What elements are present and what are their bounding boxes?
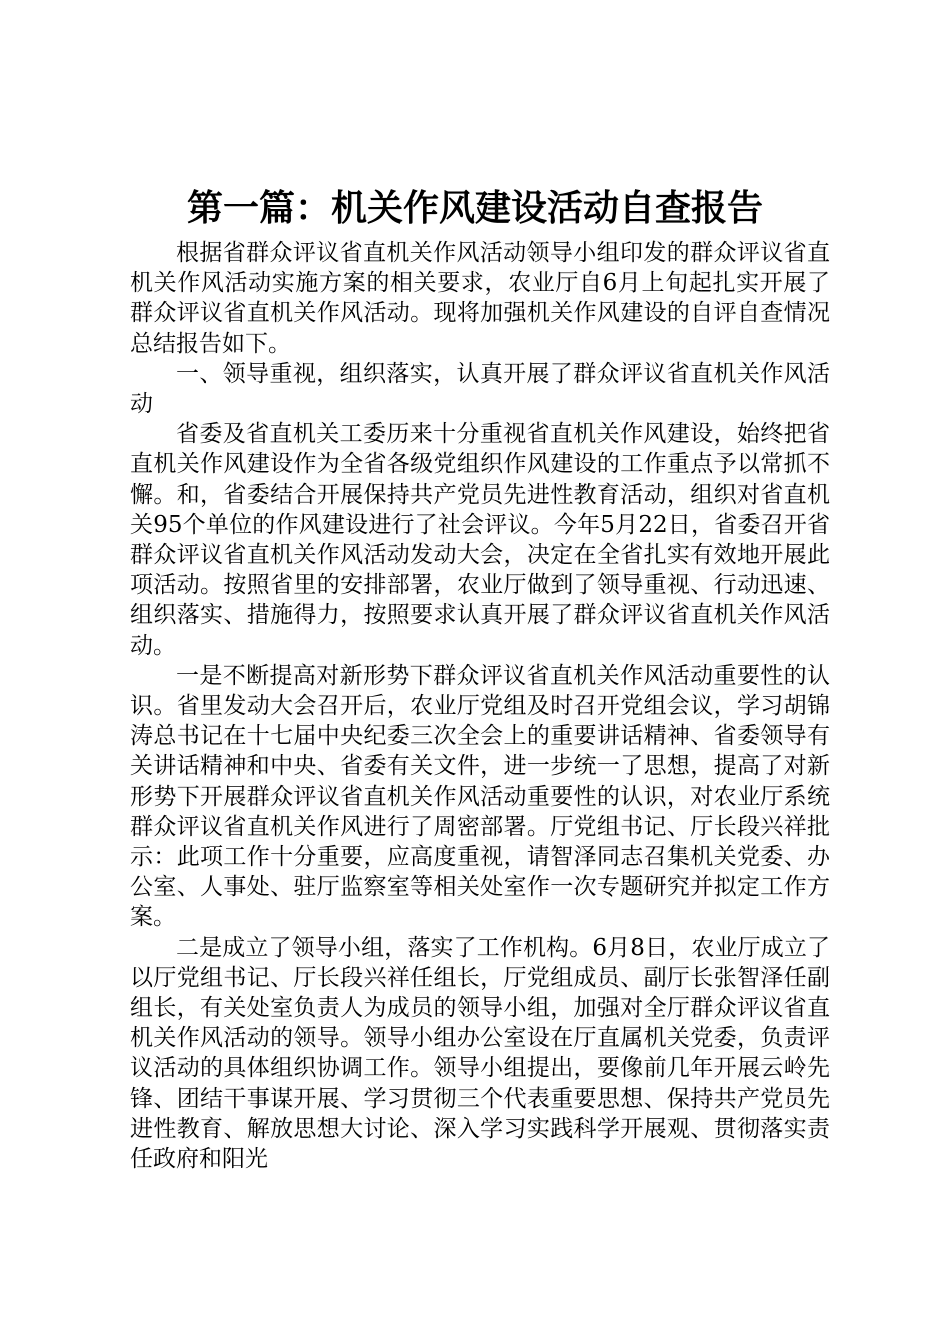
paragraph-point-two: 二是成立了领导小组，落实了工作机构。6月8日，农业厅成立了以厅党组书记、厅长段兴祥任组长，厅党组成员、副厅长张智泽任副组长，有关处室负责人为成员的领导小组，加强对全厅群众评议省直机关作风活动的领导。领导小组办公室设在厅直属机关党委，负责评议活动的具体组织协调工作。领导小组提出，要像前几年开展云岭先锋、团结干事谋开展、学习贯彻三个代表重要思想、保持共产党员先进性教育、解放思想大讨论、深入学习实践科学开展观、贯彻落实责任政府和阳光 bbox=[130, 934, 830, 1173]
document-body bbox=[130, 238, 830, 1174]
document-title: 第一篇：机关作风建设活动自查报告 bbox=[186, 187, 763, 229]
paragraph-point-one: 一是不断提高对新形势下群众评议省直机关作风活动重要性的认识。省里发动大会召开后，农业厅党组及时召开党组会议，学习胡锦涛总书记在十七届中央纪委三次全会上的重要讲话精神、省委领导有关讲话精神和中央、省委有关文件，进一步统一了思想，提高了对新形势下开展群众评议省直机关作风活动重要性的认识，对农业厅系统群众评议省直机关作风进行了周密部署。厅党组书记、厅长段兴祥批示：此项工作十分重要，应高度重视，请智泽同志召集机关党委、办公室、人事处、驻厅监察室等相关处室作一次专题研究并拟定工作方案。 bbox=[130, 662, 830, 931]
paragraph-background: 省委及省直机关工委历来十分重视省直机关作风建设，始终把省直机关作风建设作为全省各级党组织作风建设的工作重点予以常抓不懈。和，省委结合开展保持共产党员先进性教育活动，组织对省直机关95个单位的作风建设进行了社会评议。今年5月22日，省委召开省群众评议省直机关作风活动发动大会，决定在全省扎实有效地开展此项活动。按照省里的安排部署，农业厅做到了领导重视、行动迅速、组织落实、措施得力，按照要求认真开展了群众评议省直机关作风活动。 bbox=[130, 421, 830, 659]
paragraph-section-heading: 一、领导重视，组织落实，认真开展了群众评议省直机关作风活动 bbox=[130, 360, 830, 418]
paragraph-intro: 根据省群众评议省直机关作风活动领导小组印发的群众评议省直机关作风活动实施方案的相关要求，农业厅自6月上旬起扎实开展了群众评议省直机关作风活动。现将加强机关作风建设的自评自查情况总结报告如下。 bbox=[130, 240, 830, 357]
